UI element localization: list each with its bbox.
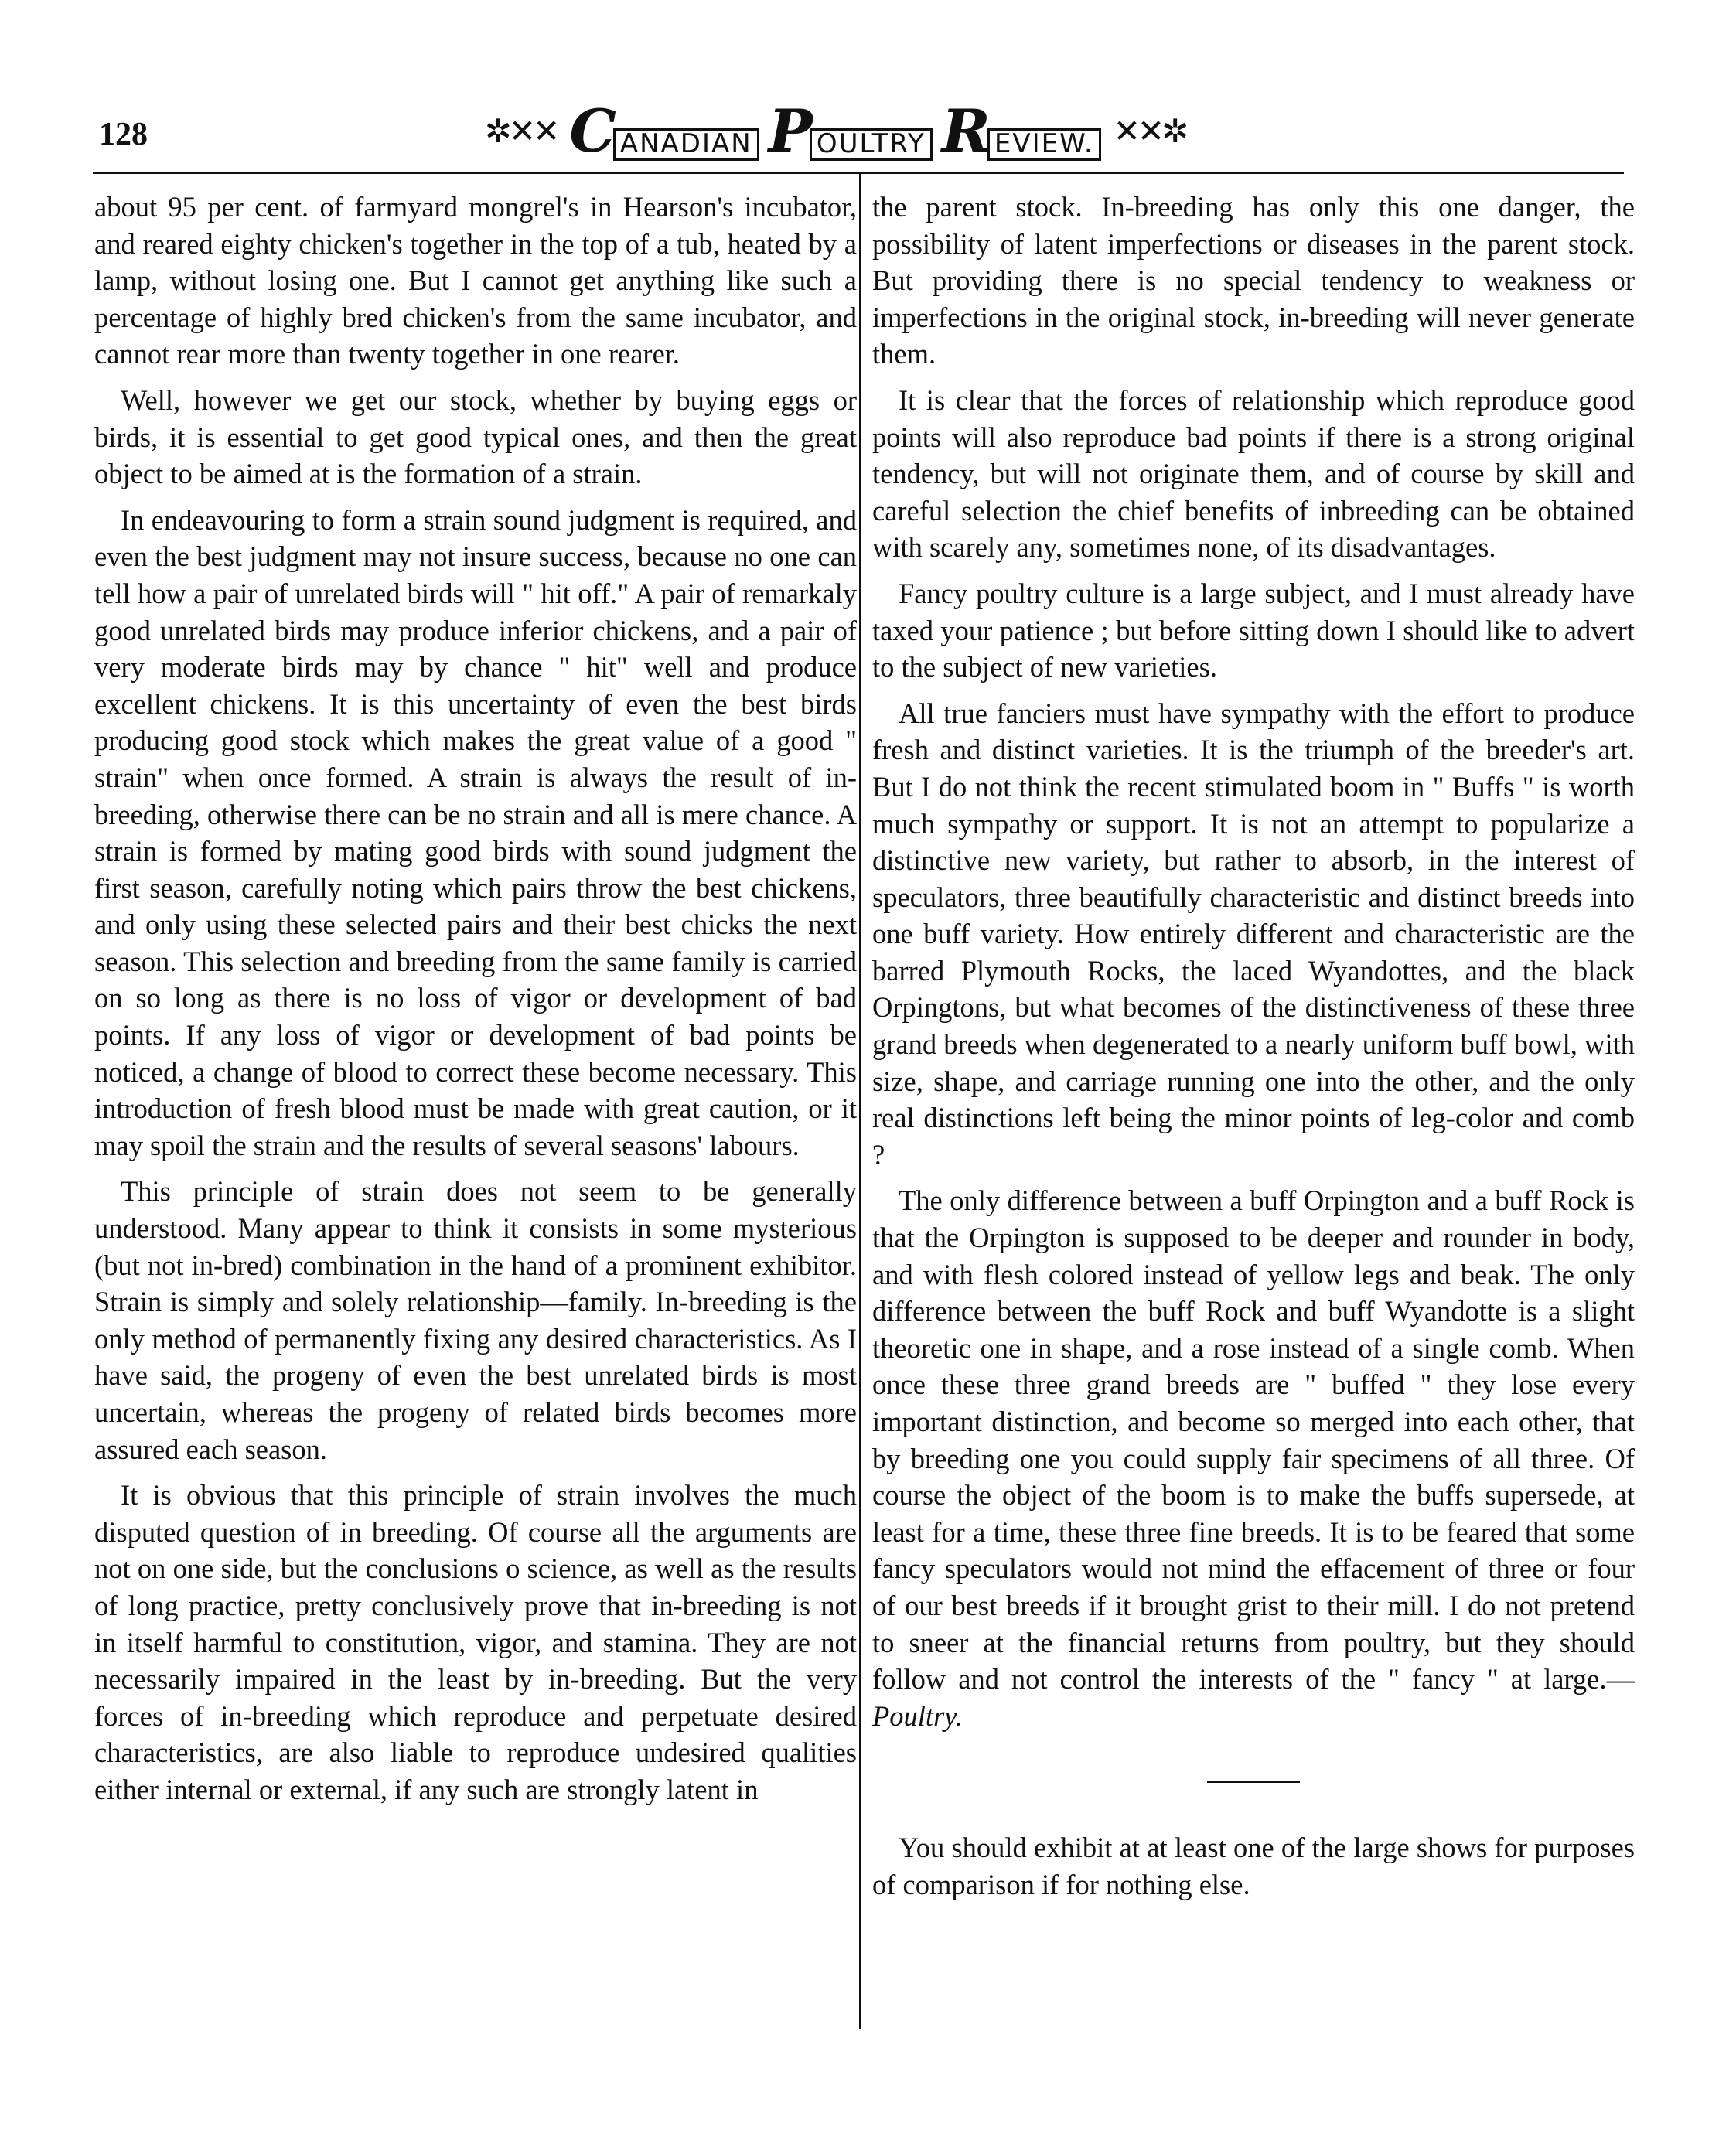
masthead-word-canadian [569, 97, 759, 165]
paragraph-with-source [872, 1182, 1635, 1734]
right-column [872, 189, 1635, 1913]
closing-note: You should exhibit at at least one of the large shows for purposes of comparison if for nothing else. [872, 1832, 1635, 1900]
masthead [484, 97, 1186, 165]
section-divider [1207, 1781, 1300, 1783]
ornament-left-icon: ✲✕✕ [484, 114, 558, 150]
masthead-cap-p: P [768, 97, 813, 165]
paragraph: It is clear that the forces of relationship which reproduce good points will also reproduce bad points if there is a strong original tendency, but will not originate them, and of course by skill and careful selection the chief benefits of inbreeding can be obtained with scarely any, sometimes none, of its disadvantages. [872, 383, 1635, 564]
paragraph: It is obvious that this principle of strain involves the much disputed question of in breeding. Of course all the arguments are not on one side, but the conclusions o science, as well as the results of long practice, pretty conclusively prove that in-breeding is not in itself harmful to constitution, vigor, and stamina. They are not necessarily impaired in the least by in-breeding. But the very forces of in-breeding which reproduce and perpetuate desired characteristics, are also liable to reproduce undesired qualities either internal or external, if any such are strongly latent in [94, 1479, 857, 1805]
column-divider [859, 173, 861, 2029]
paragraph: about 95 per cent. of farmyard mongrel's in Hearson's incubator, and reared eighty chicken's together in the top of a tub, heated by a lamp, without losing one. But I cannot get anything like such a percentage of highly bred chicken's from the same incubator, and cannot rear more than twenty together in one rearer. [94, 191, 857, 370]
masthead-cap-c: C [569, 97, 616, 165]
paragraph: In endeavouring to form a strain sound judgment is required, and even the best judgment may not insure success, because no one can tell how a pair of unrelated birds will " hit off." A pair of remarkaly good unrelated birds may produce inferior chickens, and a pair of very moderate birds may by chance " hit" well and produce excellent chickens. It is this uncertainty of even the best birds producing good stock which makes the great value of a good " strain" when once formed. A strain is always the result of in-breeding, otherwise there can be no strain and all is mere chance. A strain is formed by mating good birds with sound judgment the first season, carefully noting which pairs throw the best chickens, and only using these selected pairs and their best chicks the next season. This selection and breeding from the same family is carried on so long as there is no loss of vigor or development of bad points. If any loss of vigor or development of bad points be noticed, a change of blood to correct these become necessary. This introduction of fresh blood must be made with great caution, or it may spoil the strain and the results of several seasons' labours. [94, 503, 857, 1161]
ornament-right-icon: ✕✕✲ [1113, 114, 1186, 150]
masthead-cap-r: R [941, 97, 991, 165]
masthead-word-review [941, 97, 1101, 165]
paragraph: All true fanciers must have sympathy with the effort to produce fresh and distinct varieties. It is the triumph of the breeder's art. But I do not think the recent stimulated boom in " Buffs " is worth much sympathy or support. It is not an attempt to popularize a distinctive new variety, but rather to absorb, in the interest of speculators, three beautifully characteristic and distinct breeds into one buff variety. How entirely different and characteristic are the barred Plymouth Rocks, the laced Wyandottes, and the black Orpingtons, but what becomes of the distinctiveness of these three grand breeds when degenerated to a nearly uniform buff bowl, with size, shape, and carriage running one into the other, and the only real distinctions left being the minor points of leg-color and comb ? [872, 697, 1635, 1171]
page-number: 128 [99, 117, 148, 152]
source-credit: Poultry. [872, 1699, 963, 1732]
paragraph: Fancy poultry culture is a large subject, and I must already have taxed your patience ; but before sitting down I should like to advert to the subject of new varieties. [872, 577, 1635, 683]
masthead-rest-oultry: OULTRY [810, 128, 933, 161]
paragraph-text: The only difference between a buff Orpington and a buff Rock is that the Orpington is supposed to be deeper and rounder in body, and with flesh colored instead of yellow legs and beak. The only difference between the buff Rock and buff Wyandotte is a slight theoretic one in shape, and a rose instead of a single comb. When once these three grand breeds are " buffed " they lose every important distinction, and become so merged into each other, that by breeding one you could supply fair specimens of all three. Of course the object of the boom is to make the buffs supersede, at least for a time, these three fine breeds. It is to be feared that some fancy speculators would not mind the effacement of three or four of our best breeds if it brought grist to their mill. I do not pretend to sneer at the financial returns from poultry, but they should follow and not control the interests of the " fancy " at large.— [872, 1184, 1635, 1696]
masthead-title [564, 97, 1105, 165]
left-column [94, 189, 857, 1818]
paragraph: Well, however we get our stock, whether by buying eggs or birds, it is essential to get good typical ones, and then the great object to be aimed at is the formation of a strain. [94, 383, 857, 490]
masthead-rest-eview: EVIEW. [987, 128, 1101, 161]
header-rule [93, 172, 1624, 174]
masthead-rest-anadian: ANADIAN [613, 128, 759, 161]
paragraph: This principle of strain does not seem to be generally understood. Many appear to think it consists in some mysterious (but not in-bred) combination in the hand of a prominent exhibitor. Strain is simply and solely relationship—family. In-breeding is the only method of permanently fixing any desired characteristics. As I have said, the progeny of even the best unrelated birds is most uncertain, whereas the progeny of related birds becomes more assured each season. [94, 1175, 857, 1465]
paragraph: the parent stock. In-breeding has only this one danger, the possibility of latent imperfections or diseases in the parent stock. But providing there is no special tendency to weakness or imperfections in the original stock, in-breeding will never generate them. [872, 191, 1635, 370]
masthead-word-poultry [768, 97, 933, 165]
